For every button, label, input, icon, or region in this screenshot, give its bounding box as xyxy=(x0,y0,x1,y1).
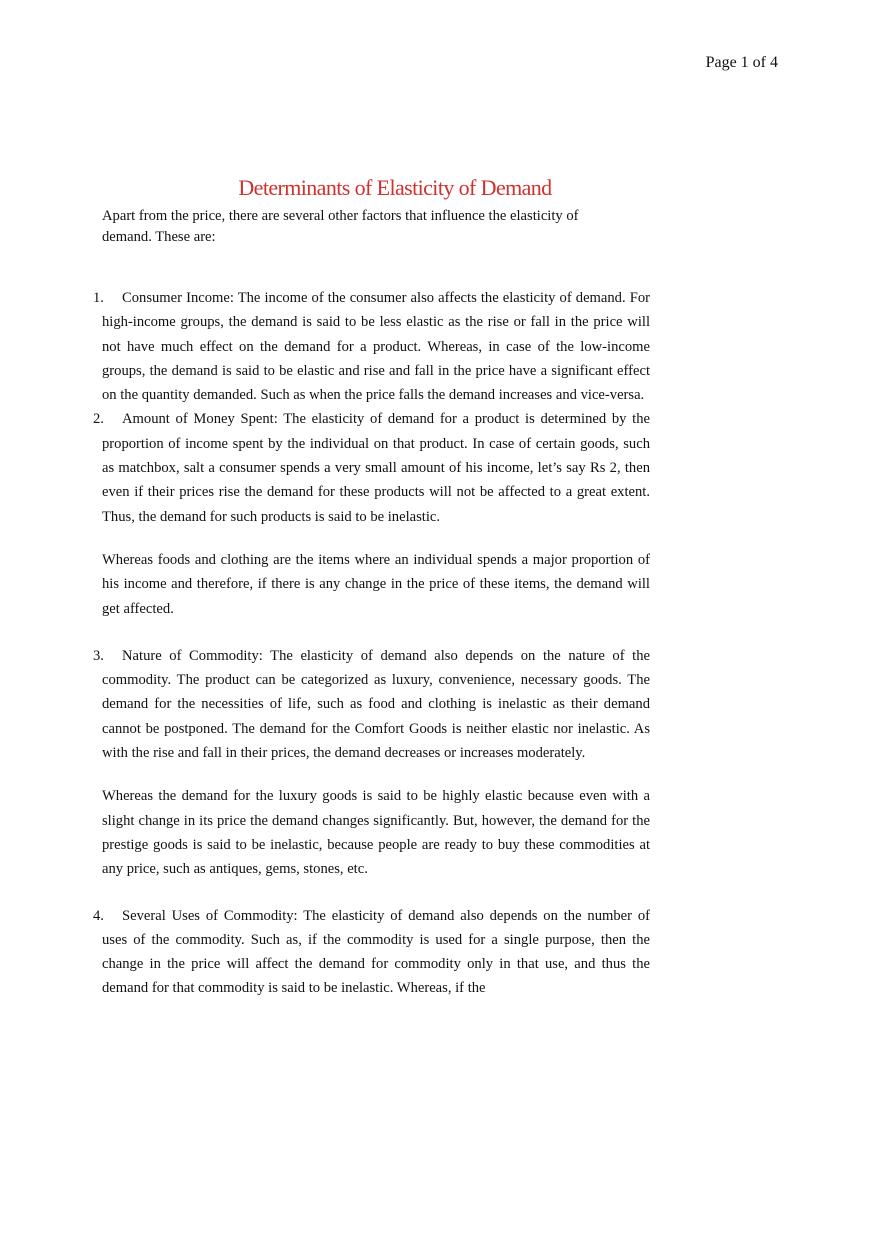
list-item-1 xyxy=(93,286,650,407)
list-number: 3. xyxy=(93,647,104,664)
document-title: Determinants of Elasticity of Demand xyxy=(238,175,552,200)
list-item-text: Amount of Money Spent: The elasticity of demand for a product is determined by the proportion of income spent by the individual on that product. In case of certain goods, such as matchbox, salt a consumer spends a very small amount of his income, let’s say Rs 2, then even if their prices rise the demand for these products will not be affected to a great extent. Thus, the demand for such products is said to be inelastic. xyxy=(102,411,650,525)
intro-paragraph: Apart from the price, there are several other factors that influence the elasticity of demand. These are: xyxy=(102,208,579,245)
paragraph: Whereas the demand for the luxury goods is said to be highly elastic because even with a slight change in its price the demand changes significantly. But, however, the demand for the prestige goods is said to be inelastic, because people are ready to buy these commodities at any price, such as antiques, gems, stones, etc. xyxy=(102,788,650,878)
list-item-3 xyxy=(93,644,650,765)
list-number: 1. xyxy=(93,290,104,306)
list-item-text: Nature of Commodity: The elasticity of demand also depends on the nature of the commodity. The product can be categorized as luxury, convenience, necessary goods. The demand for the necessities of life, such as food and clothing is inelastic as their demand cannot be postponed. The demand for the Comfort Goods is neither elastic nor inelastic. As with the rise and fall in their prices, the demand decreases or increases moderately. xyxy=(102,647,650,762)
list-item-text: Consumer Income: The income of the consumer also affects the elasticity of demand. For high-income groups, the demand is said to be less elastic as the rise or fall in the price will not have much effect on the demand for a product. Whereas, in case of the low-income groups, the demand is said to be elastic and rise and fall in the price have a significant effect on the quantity demanded. Such as when the price falls the demand increases and vice-versa. xyxy=(102,290,650,404)
list-item-text: Several Uses of Commodity: The elasticity of demand also depends on the number of uses of the commodity. Such as, if the commodity is used for a single purpose, then the change in the price will affect the demand for commodity only in that use, and thus the demand for that commodity is said to be inelastic. Whereas, if the xyxy=(102,907,650,997)
document-body xyxy=(93,206,650,1001)
paragraph: Whereas foods and clothing are the items where an individual spends a major proportion of his income and therefore, if there is any change in the price of these items, the demand will get affected. xyxy=(102,551,650,617)
list-item-2 xyxy=(93,407,650,528)
list-item-4 xyxy=(93,904,650,1001)
list-number: 2. xyxy=(93,411,104,428)
page-number: Page 1 of 4 xyxy=(705,54,778,71)
list-number: 4. xyxy=(93,907,104,924)
